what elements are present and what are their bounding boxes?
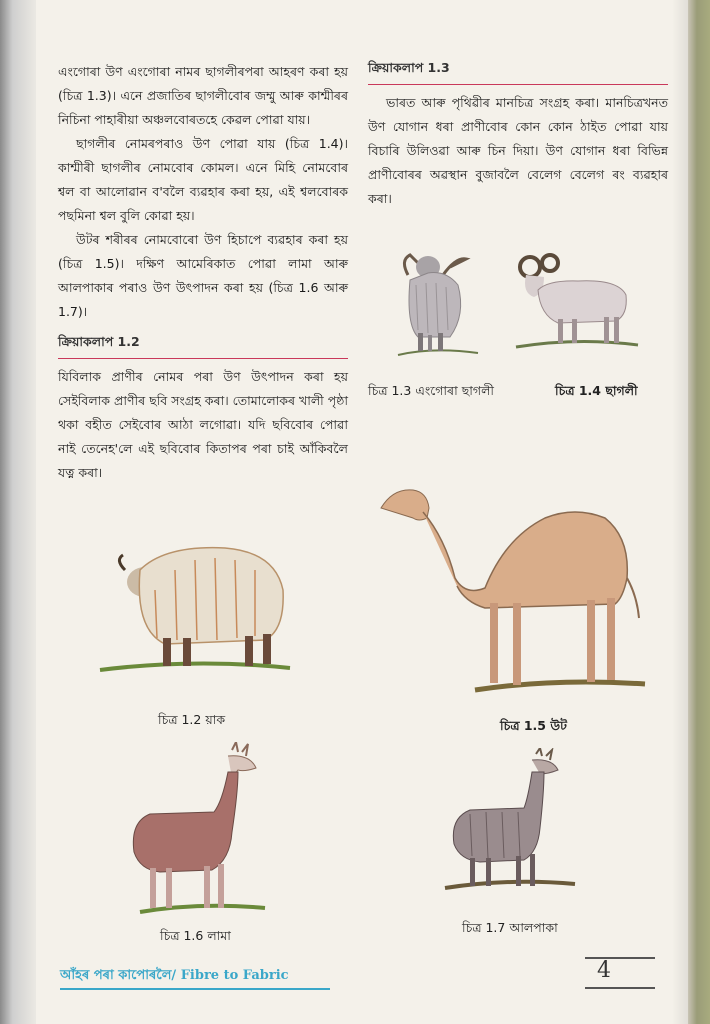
page-number-rule-bottom (585, 987, 655, 989)
paragraph-angora: এংগোৰা উণ এংগোৰা নামৰ ছাগলীৰপৰা আহৰণ কৰা হয় (চিত্ৰ 1.3)। এনে প্ৰজাতিৰ ছাগলীবোৰ জম্মু আৰু কাশ্মীৰৰ নিচিনা পাহাৰীয়া অঞ্চলবোৰতহে কেৱল পোৱা যায়। (58, 64, 348, 127)
yak-illustration (95, 540, 295, 690)
activity-1-2-text: যিবিলাক প্ৰাণীৰ নোমৰ পৰা উণ উৎপাদন কৰা হয় সেইবিলাক প্ৰাণীৰ ছবি সংগ্ৰহ কৰা। তোমালোকৰ খালী পৃষ্ঠা থকা বহীত সেইবোৰ আঠা লগোৱা। যদি ছবিবোৰ পোৱা নাই তেনেহ'লে এই ছবিবোৰ কিতাপৰ পৰা চাই আঁকিবলৈ যত্ন কৰা। (58, 369, 348, 480)
activity-1-2-title: ক্ৰিয়াকলাপ 1.2 (58, 334, 348, 359)
camel-illustration (375, 478, 655, 703)
page-edge-shade (672, 0, 688, 1024)
caption-fig-1-3: চিত্ৰ 1.3 এংগোৰা ছাগলী (368, 383, 494, 398)
page-number: 4 (597, 958, 611, 983)
caption-fig-1-6: চিত্ৰ 1.6 লামা (160, 928, 231, 943)
caption-fig-1-7: চিত্ৰ 1.7 আলপাকা (462, 920, 558, 935)
alpaca-illustration (440, 748, 580, 898)
llama-illustration (120, 742, 270, 922)
paragraph-camel-llama: উটৰ শৰীৰৰ নোমবোৰো উণ হিচাপে ব্যৱহাৰ কৰা হয় (চিত্ৰ 1.5)। দক্ষিণ আমেৰিকাত পোৱা লামা আৰু আলপাকাৰ পৰাও উণ উৎপাদন কৰা হয় (চিত্ৰ 1.6 আৰু 1.7)। (58, 232, 348, 319)
right-column (368, 60, 668, 211)
page-number-rule-top (585, 957, 655, 959)
chapter-footer-title: আঁহৰ পৰা কাপোৰলৈ/ Fibre to Fabric (60, 968, 289, 983)
goat-illustration (508, 245, 643, 355)
page-edge (688, 0, 710, 1024)
left-column (58, 60, 348, 485)
paragraph-goat: ছাগলীৰ নোমৰপৰাও উণ পোৱা যায় (চিত্ৰ 1.4)। কাশ্মীৰী ছাগলীৰ নোমবোৰ কোমল। এনে মিহি নোমবোৰ শ্বল বা আলোৱান ব'বলৈ ব্যৱহাৰ কৰা হয়, এই শ্বলবোৰক পছমিনা শ্বল বুলি কোৱা হয়। (58, 136, 348, 223)
caption-fig-1-5: চিত্ৰ 1.5 উট (500, 718, 567, 733)
caption-fig-1-4: চিত্ৰ 1.4 ছাগলী (555, 383, 638, 398)
caption-fig-1-2: চিত্ৰ 1.2 য়াক (158, 712, 226, 727)
activity-1-3-title: ক্ৰিয়াকলাপ 1.3 (368, 60, 668, 85)
book-spine-shadow (0, 0, 36, 1024)
angora-goat-illustration (388, 245, 483, 360)
footer-rule (60, 988, 330, 990)
activity-1-3-text: ভাৰত আৰু পৃথিৱীৰ মানচিত্ৰ সংগ্ৰহ কৰা। মানচিত্ৰখনত উণ যোগান ধৰা প্ৰাণীবোৰ কোন কোন ঠাইত পোৱা যায় বিচাৰি উলিওৱা আৰু চিন দিয়া। উণ যোগান ধৰা বিভিন্ন প্ৰাণীবোৰৰ অৱস্থান বুজাবলৈ বেলেগ বেলেগ ৰং ব্যৱহাৰ কৰা। (368, 95, 668, 206)
